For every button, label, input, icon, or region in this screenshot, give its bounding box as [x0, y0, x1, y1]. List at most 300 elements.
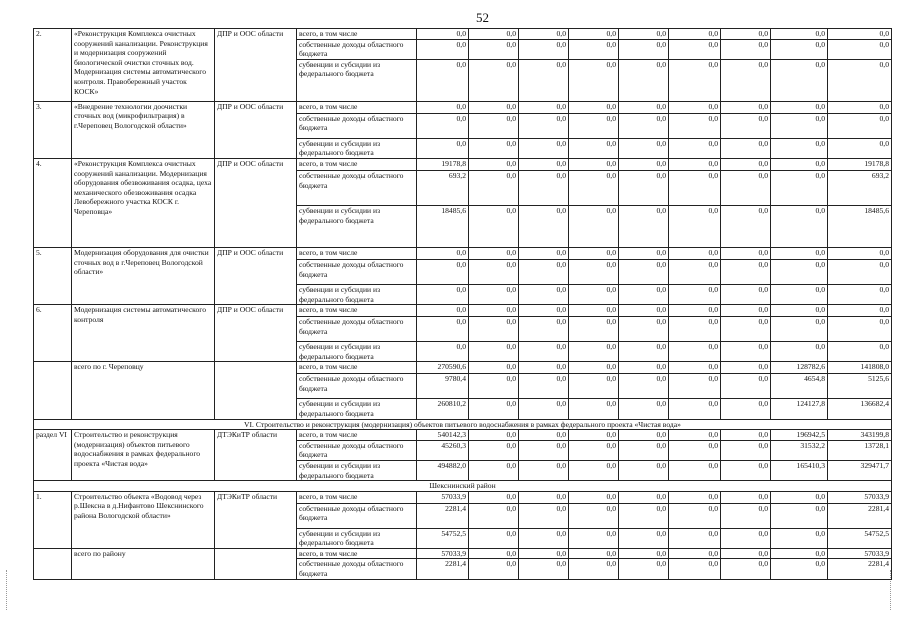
amount-cell: 0,0: [469, 284, 519, 304]
amount-cell: 0,0: [569, 305, 619, 317]
amount-cell: 0,0: [669, 559, 721, 579]
amount-cell: 0,0: [669, 491, 721, 503]
amount-cell: 0,0: [721, 362, 771, 374]
amount-cell: 0,0: [519, 559, 569, 579]
amount-cell: 0,0: [519, 491, 569, 503]
section-heading: VI. Строительство и реконструкция (модернизация) объектов питьевого водоснабжения в рамках федерального проекта «Чистая вода»: [34, 419, 892, 430]
amount-cell: 0,0: [569, 440, 619, 460]
amount-cell: 0,0: [619, 491, 669, 503]
amount-cell: 0,0: [828, 59, 892, 101]
amount-cell: 0,0: [669, 158, 721, 170]
amount-cell: 0,0: [771, 503, 828, 528]
amount-cell: 0,0: [828, 247, 892, 259]
amount-cell: 0,0: [669, 59, 721, 101]
amount-cell: 0,0: [619, 399, 669, 419]
amount-cell: 0,0: [469, 39, 519, 59]
amount-cell: 0,0: [519, 305, 569, 317]
amount-cell: 0,0: [669, 113, 721, 138]
table-row: [34, 362, 892, 374]
amount-cell: 2281,4: [417, 559, 469, 579]
amount-cell: 0,0: [469, 528, 519, 548]
table-row: [34, 305, 892, 317]
amount-cell: 0,0: [519, 247, 569, 259]
amount-cell: 0,0: [519, 284, 569, 304]
amount-cell: 0,0: [828, 101, 892, 113]
funding-source-label: собственные доходы областного бюджета: [297, 559, 417, 579]
amount-cell: 0,0: [519, 374, 569, 399]
amount-cell: 2281,4: [417, 503, 469, 528]
amount-cell: 0,0: [669, 205, 721, 247]
funding-source-label: субвенции и субсидии из федерального бюджета: [297, 342, 417, 362]
amount-cell: 0,0: [771, 59, 828, 101]
amount-cell: 0,0: [619, 59, 669, 101]
amount-cell: 0,0: [721, 317, 771, 342]
amount-cell: 0,0: [771, 317, 828, 342]
item-executor: ДПР и ООС области: [215, 29, 297, 102]
amount-cell: 0,0: [569, 528, 619, 548]
item-executor: ДПР и ООС области: [215, 158, 297, 247]
amount-cell: 0,0: [519, 548, 569, 559]
amount-cell: 0,0: [619, 39, 669, 59]
amount-cell: 0,0: [519, 59, 569, 101]
amount-cell: 0,0: [417, 305, 469, 317]
amount-cell: 0,0: [669, 460, 721, 480]
amount-cell: 0,0: [619, 101, 669, 113]
amount-cell: 0,0: [619, 29, 669, 40]
amount-cell: 0,0: [469, 317, 519, 342]
amount-cell: 45260,3: [417, 440, 469, 460]
amount-cell: 0,0: [469, 29, 519, 40]
amount-cell: 0,0: [417, 113, 469, 138]
funding-source-label: всего, в том числе: [297, 305, 417, 317]
amount-cell: 0,0: [619, 170, 669, 205]
amount-cell: 0,0: [519, 460, 569, 480]
amount-cell: 0,0: [469, 59, 519, 101]
section-total-row: [34, 430, 892, 441]
item-executor: ДПР и ООС области: [215, 101, 297, 158]
amount-cell: 0,0: [569, 29, 619, 40]
amount-cell: 693,2: [828, 170, 892, 205]
item-number: 5.: [34, 247, 72, 304]
amount-cell: 540142,3: [417, 430, 469, 441]
amount-cell: 0,0: [619, 362, 669, 374]
amount-cell: 343199,8: [828, 430, 892, 441]
amount-cell: 0,0: [669, 399, 721, 419]
amount-cell: 141808,0: [828, 362, 892, 374]
amount-cell: 0,0: [619, 284, 669, 304]
amount-cell: 0,0: [417, 138, 469, 158]
funding-source-label: собственные доходы областного бюджета: [297, 113, 417, 138]
amount-cell: 0,0: [417, 247, 469, 259]
table-row: [34, 101, 892, 113]
amount-cell: 0,0: [669, 430, 721, 441]
amount-cell: 0,0: [721, 138, 771, 158]
amount-cell: 0,0: [619, 317, 669, 342]
amount-cell: 0,0: [721, 548, 771, 559]
table-row: [34, 548, 892, 559]
amount-cell: 4654,8: [771, 374, 828, 399]
amount-cell: 0,0: [771, 101, 828, 113]
amount-cell: 0,0: [669, 138, 721, 158]
item-number: 4.: [34, 158, 72, 247]
amount-cell: 0,0: [828, 113, 892, 138]
amount-cell: 0,0: [721, 29, 771, 40]
amount-cell: 0,0: [519, 259, 569, 284]
item-executor: ДТЭКиТР области: [215, 430, 297, 481]
amount-cell: 0,0: [417, 29, 469, 40]
amount-cell: 0,0: [469, 205, 519, 247]
amount-cell: 0,0: [721, 59, 771, 101]
amount-cell: 0,0: [669, 374, 721, 399]
item-name: Модернизация оборудования для очистки сточных вод в г.Череповец Вологодской области»: [72, 247, 215, 304]
item-number: [34, 548, 72, 579]
amount-cell: 0,0: [417, 101, 469, 113]
amount-cell: 0,0: [619, 528, 669, 548]
amount-cell: 0,0: [721, 430, 771, 441]
amount-cell: 0,0: [771, 205, 828, 247]
funding-source-label: субвенции и субсидии из федерального бюджета: [297, 59, 417, 101]
amount-cell: 5125,6: [828, 374, 892, 399]
funding-source-label: субвенции и субсидии из федерального бюджета: [297, 460, 417, 480]
amount-cell: 0,0: [619, 440, 669, 460]
amount-cell: 0,0: [669, 440, 721, 460]
table-row: [34, 247, 892, 259]
amount-cell: 0,0: [721, 460, 771, 480]
amount-cell: 0,0: [519, 440, 569, 460]
amount-cell: 0,0: [569, 113, 619, 138]
amount-cell: 0,0: [417, 59, 469, 101]
amount-cell: 0,0: [771, 559, 828, 579]
amount-cell: 0,0: [619, 205, 669, 247]
amount-cell: 0,0: [669, 101, 721, 113]
funding-source-label: собственные доходы областного бюджета: [297, 440, 417, 460]
amount-cell: 0,0: [619, 430, 669, 441]
amount-cell: 0,0: [669, 247, 721, 259]
amount-cell: 0,0: [721, 284, 771, 304]
amount-cell: 0,0: [569, 205, 619, 247]
amount-cell: 0,0: [828, 29, 892, 40]
amount-cell: 165410,3: [771, 460, 828, 480]
funding-source-label: субвенции и субсидии из федерального бюджета: [297, 138, 417, 158]
funding-source-label: всего, в том числе: [297, 548, 417, 559]
amount-cell: 19178,8: [417, 158, 469, 170]
scan-edge-mark-left: [6, 570, 11, 610]
amount-cell: 0,0: [619, 460, 669, 480]
amount-cell: 0,0: [619, 305, 669, 317]
amount-cell: 0,0: [569, 491, 619, 503]
amount-cell: 0,0: [721, 247, 771, 259]
amount-cell: 0,0: [519, 170, 569, 205]
item-name: Строительство объекта «Водовод через р.Шексна в д.Нифантово Шекснинского района Вологодской области»: [72, 491, 215, 548]
amount-cell: 0,0: [569, 362, 619, 374]
amount-cell: 329471,7: [828, 460, 892, 480]
amount-cell: 0,0: [771, 247, 828, 259]
amount-cell: 0,0: [569, 59, 619, 101]
item-name: Модернизация системы автоматического контроля: [72, 305, 215, 362]
amount-cell: 0,0: [519, 317, 569, 342]
amount-cell: 0,0: [669, 170, 721, 205]
amount-cell: 0,0: [771, 138, 828, 158]
amount-cell: 0,0: [669, 342, 721, 362]
amount-cell: 0,0: [721, 559, 771, 579]
funding-source-label: всего, в том числе: [297, 491, 417, 503]
amount-cell: 0,0: [569, 317, 619, 342]
amount-cell: 0,0: [569, 430, 619, 441]
item-executor: ДТЭКиТР области: [215, 491, 297, 548]
amount-cell: 0,0: [619, 374, 669, 399]
amount-cell: 0,0: [569, 170, 619, 205]
funding-source-label: всего, в том числе: [297, 101, 417, 113]
amount-cell: 0,0: [828, 284, 892, 304]
amount-cell: 54752,5: [828, 528, 892, 548]
amount-cell: 136682,4: [828, 399, 892, 419]
funding-source-label: всего, в том числе: [297, 158, 417, 170]
amount-cell: 0,0: [669, 259, 721, 284]
amount-cell: 196942,5: [771, 430, 828, 441]
item-executor: ДПР и ООС области: [215, 305, 297, 362]
amount-cell: 18485,6: [828, 205, 892, 247]
amount-cell: 0,0: [669, 362, 721, 374]
funding-source-label: субвенции и субсидии из федерального бюджета: [297, 205, 417, 247]
amount-cell: 0,0: [669, 39, 721, 59]
funding-source-label: всего, в том числе: [297, 430, 417, 441]
amount-cell: 0,0: [721, 101, 771, 113]
amount-cell: 0,0: [771, 29, 828, 40]
amount-cell: 0,0: [669, 317, 721, 342]
amount-cell: 0,0: [619, 247, 669, 259]
item-executor: [215, 362, 297, 419]
amount-cell: 0,0: [469, 559, 519, 579]
amount-cell: 0,0: [469, 548, 519, 559]
amount-cell: 0,0: [669, 284, 721, 304]
amount-cell: 0,0: [519, 342, 569, 362]
amount-cell: 0,0: [417, 317, 469, 342]
amount-cell: 0,0: [721, 158, 771, 170]
amount-cell: 0,0: [721, 342, 771, 362]
amount-cell: 0,0: [469, 170, 519, 205]
amount-cell: 0,0: [569, 399, 619, 419]
amount-cell: 0,0: [469, 491, 519, 503]
funding-source-label: собственные доходы областного бюджета: [297, 259, 417, 284]
amount-cell: 0,0: [519, 29, 569, 40]
amount-cell: 0,0: [669, 503, 721, 528]
amount-cell: 0,0: [469, 305, 519, 317]
item-executor: ДПР и ООС области: [215, 247, 297, 304]
amount-cell: 0,0: [469, 503, 519, 528]
amount-cell: 0,0: [519, 362, 569, 374]
item-name: Строительство и реконструкция (модернизация) объектов питьевого водоснабжения в рамках федерального проекта «Чистая вода»: [72, 430, 215, 481]
amount-cell: 0,0: [619, 138, 669, 158]
funding-source-label: всего, в том числе: [297, 362, 417, 374]
amount-cell: 0,0: [721, 113, 771, 138]
item-number: раздел VI: [34, 430, 72, 481]
amount-cell: 31532,2: [771, 440, 828, 460]
amount-cell: 0,0: [569, 548, 619, 559]
funding-source-label: собственные доходы областного бюджета: [297, 374, 417, 399]
amount-cell: 0,0: [569, 374, 619, 399]
amount-cell: 0,0: [721, 440, 771, 460]
amount-cell: 0,0: [619, 113, 669, 138]
table-row: [34, 158, 892, 170]
amount-cell: 0,0: [469, 101, 519, 113]
amount-cell: 0,0: [771, 170, 828, 205]
amount-cell: 0,0: [721, 503, 771, 528]
item-number: 2.: [34, 29, 72, 102]
amount-cell: 0,0: [828, 39, 892, 59]
amount-cell: 0,0: [721, 305, 771, 317]
amount-cell: 0,0: [771, 284, 828, 304]
amount-cell: 0,0: [417, 259, 469, 284]
funding-source-label: собственные доходы областного бюджета: [297, 503, 417, 528]
amount-cell: 0,0: [721, 259, 771, 284]
amount-cell: 0,0: [828, 342, 892, 362]
amount-cell: 270590,6: [417, 362, 469, 374]
amount-cell: 0,0: [569, 101, 619, 113]
funding-source-label: собственные доходы областного бюджета: [297, 170, 417, 205]
amount-cell: 0,0: [828, 259, 892, 284]
amount-cell: 18485,6: [417, 205, 469, 247]
funding-source-label: собственные доходы областного бюджета: [297, 39, 417, 59]
item-name: всего по району: [72, 548, 215, 579]
funding-source-label: собственные доходы областного бюджета: [297, 317, 417, 342]
amount-cell: 494882,0: [417, 460, 469, 480]
amount-cell: 0,0: [569, 39, 619, 59]
funding-source-label: всего, в том числе: [297, 29, 417, 40]
amount-cell: 0,0: [569, 247, 619, 259]
amount-cell: 0,0: [469, 158, 519, 170]
amount-cell: 0,0: [828, 138, 892, 158]
amount-cell: 0,0: [569, 138, 619, 158]
amount-cell: 693,2: [417, 170, 469, 205]
amount-cell: 0,0: [619, 559, 669, 579]
amount-cell: 0,0: [771, 259, 828, 284]
amount-cell: 0,0: [569, 284, 619, 304]
amount-cell: 0,0: [569, 342, 619, 362]
amount-cell: 0,0: [669, 29, 721, 40]
amount-cell: 13728,1: [828, 440, 892, 460]
amount-cell: 57033,9: [828, 491, 892, 503]
amount-cell: 0,0: [519, 503, 569, 528]
amount-cell: 57033,9: [417, 491, 469, 503]
amount-cell: 0,0: [469, 440, 519, 460]
district-heading: Шекснинский район: [34, 481, 892, 492]
item-number: 1.: [34, 491, 72, 548]
amount-cell: 0,0: [619, 259, 669, 284]
amount-cell: 0,0: [771, 158, 828, 170]
amount-cell: 0,0: [417, 284, 469, 304]
amount-cell: 0,0: [569, 559, 619, 579]
amount-cell: 0,0: [469, 399, 519, 419]
amount-cell: 0,0: [469, 460, 519, 480]
amount-cell: 0,0: [519, 205, 569, 247]
amount-cell: 0,0: [519, 430, 569, 441]
budget-table: [33, 28, 892, 580]
amount-cell: 0,0: [771, 548, 828, 559]
amount-cell: 0,0: [417, 39, 469, 59]
amount-cell: 0,0: [721, 374, 771, 399]
amount-cell: 9780,4: [417, 374, 469, 399]
amount-cell: 0,0: [721, 170, 771, 205]
table-row: [34, 29, 892, 40]
item-name: «Реконструкция Комплекса очистных сооружений канализации. Реконструкция и модернизация сооружений биологической очистки сточных вод. Модернизация системы автоматического контроля. Правобережный участок КОСК»: [72, 29, 215, 102]
amount-cell: 0,0: [721, 491, 771, 503]
amount-cell: 0,0: [771, 528, 828, 548]
amount-cell: 0,0: [619, 503, 669, 528]
amount-cell: 0,0: [771, 39, 828, 59]
item-name: «Реконструкция Комплекса очистных сооружений канализации. Модернизация оборудования обезвоживания осадка, цеха механического обезвоживания осадка Левобережного участка КОСК г. Череповца»: [72, 158, 215, 247]
item-name: «Внедрение технологии доочистки сточных вод (микрофильтрация) в г.Череповец Вологодской области»: [72, 101, 215, 158]
amount-cell: 0,0: [721, 528, 771, 548]
amount-cell: 0,0: [771, 305, 828, 317]
amount-cell: 0,0: [721, 399, 771, 419]
funding-source-label: субвенции и субсидии из федерального бюджета: [297, 399, 417, 419]
amount-cell: 260810,2: [417, 399, 469, 419]
amount-cell: 0,0: [519, 399, 569, 419]
amount-cell: 0,0: [569, 503, 619, 528]
amount-cell: 0,0: [828, 317, 892, 342]
funding-source-label: субвенции и субсидии из федерального бюджета: [297, 528, 417, 548]
amount-cell: 0,0: [417, 342, 469, 362]
table-row: [34, 491, 892, 503]
amount-cell: 0,0: [519, 39, 569, 59]
amount-cell: 128782,6: [771, 362, 828, 374]
funding-source-label: субвенции и субсидии из федерального бюджета: [297, 284, 417, 304]
amount-cell: 0,0: [669, 548, 721, 559]
amount-cell: 0,0: [619, 342, 669, 362]
amount-cell: 2281,4: [828, 559, 892, 579]
amount-cell: 0,0: [771, 113, 828, 138]
amount-cell: 0,0: [828, 305, 892, 317]
amount-cell: 0,0: [519, 113, 569, 138]
amount-cell: 0,0: [469, 362, 519, 374]
amount-cell: 0,0: [669, 528, 721, 548]
amount-cell: 0,0: [569, 460, 619, 480]
amount-cell: 0,0: [771, 491, 828, 503]
amount-cell: 19178,8: [828, 158, 892, 170]
item-number: [34, 362, 72, 419]
amount-cell: 0,0: [469, 430, 519, 441]
amount-cell: 57033,9: [417, 548, 469, 559]
amount-cell: 57033,9: [828, 548, 892, 559]
amount-cell: 0,0: [619, 158, 669, 170]
item-number: 6.: [34, 305, 72, 362]
amount-cell: 0,0: [771, 342, 828, 362]
amount-cell: 0,0: [721, 205, 771, 247]
amount-cell: 0,0: [569, 259, 619, 284]
item-number: 3.: [34, 101, 72, 158]
amount-cell: 0,0: [469, 259, 519, 284]
amount-cell: 0,0: [519, 101, 569, 113]
funding-source-label: всего, в том числе: [297, 247, 417, 259]
amount-cell: 2281,4: [828, 503, 892, 528]
amount-cell: 0,0: [619, 548, 669, 559]
amount-cell: 0,0: [469, 342, 519, 362]
amount-cell: 0,0: [519, 158, 569, 170]
amount-cell: 124127,8: [771, 399, 828, 419]
page-number: 52: [476, 10, 489, 25]
amount-cell: 0,0: [721, 39, 771, 59]
amount-cell: 0,0: [569, 158, 619, 170]
amount-cell: 0,0: [469, 113, 519, 138]
amount-cell: 0,0: [519, 528, 569, 548]
amount-cell: 0,0: [469, 374, 519, 399]
item-name: всего по г. Череповцу: [72, 362, 215, 419]
amount-cell: 0,0: [469, 247, 519, 259]
amount-cell: 0,0: [519, 138, 569, 158]
amount-cell: 54752,5: [417, 528, 469, 548]
amount-cell: 0,0: [469, 138, 519, 158]
amount-cell: 0,0: [669, 305, 721, 317]
